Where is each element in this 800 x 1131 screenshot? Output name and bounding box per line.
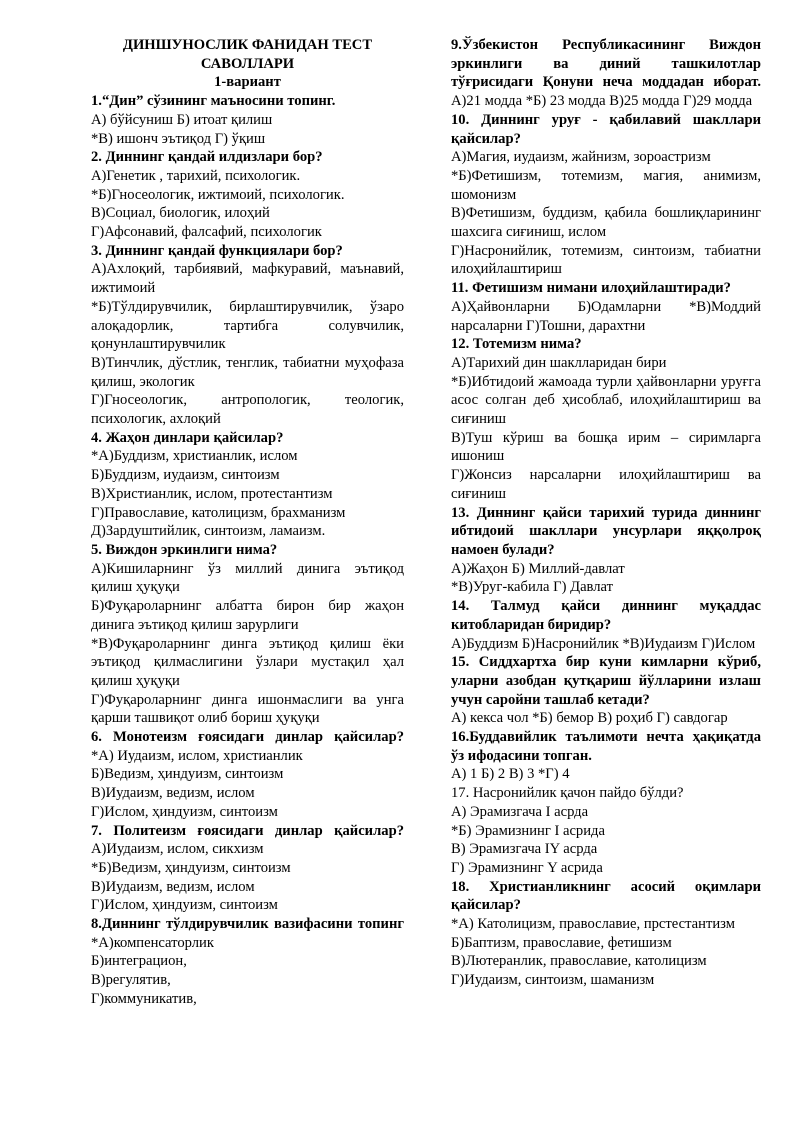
answer-option: Г)Афсонавий, фалсафий, психологик xyxy=(91,224,322,241)
answer-option: А) 1 Б) 2 В) 3 *Г) 4 xyxy=(451,766,570,783)
question-text: 13. Диннинг қайси тарихий турида диннинг ибтидоий шакллари унсурлари яққолроқ намоен булади? xyxy=(451,504,761,558)
question-text: 14. Талмуд қайси диннинг муқаддас китобларидан биридир? xyxy=(451,598,761,633)
answer-option: А)Буддизм Б)Насронийлик *В)Иудаизм Г)Ислом xyxy=(451,635,756,652)
question-text: 2. Диннинг қандай илдизлари бор? xyxy=(91,149,323,166)
answer-option: Г) Эрамизнинг Y асрида xyxy=(451,859,603,876)
left-column xyxy=(91,36,404,1009)
right-column xyxy=(451,36,761,990)
question-block xyxy=(91,242,404,429)
answer-option: Г)Фуқароларнинг динга ишонмаслиги ва унга қарши ташвиқот олиб бориш ҳуқуқи xyxy=(91,691,404,727)
answer-option: *Б)Тўлдирувчилик, бирлаштирувчилик, ўзаро алоқадорлик, тартибга солувчилик, қонунлаштирувчилик xyxy=(91,298,404,353)
question-text: 7. Политеизм ғоясидаги динлар қайсилар? xyxy=(91,822,404,839)
answer-option: Г)Православие, католицизм, брахманизм xyxy=(91,504,346,521)
question-block xyxy=(451,878,761,990)
answer-option: А)Кишиларнинг ўз миллий динига эътиқод қилиш ҳуқуқи xyxy=(91,560,404,596)
answer-option: А)Ахлоқий, тарбиявий, мафкуравий, маънавий, ижтимоий xyxy=(91,261,404,297)
answer-option: В)Иудаизм, ведизм, ислом xyxy=(91,785,255,802)
question-block xyxy=(91,429,404,541)
answer-option: Г)Насронийлик, тотемизм, синтоизм, табиатни илоҳийлаштириш xyxy=(451,242,761,278)
answer-option: Г)Гносеологик, антропологик, теологик, психологик, ахлоқий xyxy=(91,392,404,428)
answer-option: А)Ҳайвонларни Б)Одамларни *В)Моддий нарсаларни Г)Тошни, дарахтни xyxy=(451,298,761,334)
answer-option: В) Эрамизгача IY асрда xyxy=(451,841,598,858)
answer-option: *А)компенсаторлик xyxy=(91,934,214,951)
question-text: 17. Насронийлик қачон пайдо бўлди? xyxy=(451,785,684,802)
answer-option: *А) Иудаизм, ислом, христианлик xyxy=(91,747,303,764)
answer-option: Б)Ведизм, ҳиндуизм, синтоизм xyxy=(91,766,284,783)
question-text xyxy=(451,36,761,111)
question-block xyxy=(451,36,761,111)
question-block xyxy=(451,335,761,503)
question-text: 11. Фетишизм нимани илоҳийлаштиради? xyxy=(451,280,731,297)
answer-option: А)Генетик , тарихий, психологик. xyxy=(91,167,301,184)
question-block xyxy=(451,653,761,728)
question-text: 6. Монотеизм ғоясидаги динлар қайсилар? xyxy=(91,729,404,746)
answer-option: *Б)Ведизм, ҳиндуизм, синтоизм xyxy=(91,859,291,876)
answer-option: Б)Баптизм, православие, фетишизм xyxy=(451,934,672,951)
answer-option: Б)Буддизм, иудаизм, синтоизм xyxy=(91,467,280,484)
question-block xyxy=(451,728,761,784)
question-block xyxy=(451,784,761,878)
answer-option: Б)интеграцион, xyxy=(91,953,187,970)
answer-option: А)Тарихий дин шаклларидан бири xyxy=(451,354,667,371)
answer-option: Д)Зардуштийлик, синтоизм, ламаизм. xyxy=(91,523,326,540)
answer-option: В)Туш кўриш ва бошқа ирим – сиримларга ишониш xyxy=(451,429,761,465)
answer-option: В)Фетишизм, буддизм, қабила бошлиқларининг шахсига сиғиниш, ислом xyxy=(451,205,761,241)
answer-option: В)Иудаизм, ведизм, ислом xyxy=(91,878,255,895)
answer-option: Б)Фуқароларнинг албатта бирон бир жаҳон динига эътиқод қилиш зарурлиги xyxy=(91,598,404,633)
answer-option: А)Иудаизм, ислом, сикхизм xyxy=(91,841,264,858)
answer-option: *А) Католицизм, православие, прстестантизм xyxy=(451,916,735,933)
question-inline-answers: А)21 модда *Б) 23 модда В)25 модда Г)29 модда xyxy=(451,93,753,110)
answer-option: А) кекса чол *Б) бемор В) роҳиб Г) савдогар xyxy=(451,710,728,727)
answer-option: *В) ишонч эътиқод Г) ўқиш xyxy=(91,130,266,147)
title-line-1: ДИНШУНОСЛИК ФАНИДАН ТЕСТ xyxy=(122,37,373,53)
question-block xyxy=(451,597,761,653)
title-line-2: САВОЛЛАРИ xyxy=(200,55,295,72)
answer-option: А)Магия, иудаизм, жайнизм, зороастризм xyxy=(451,149,711,166)
question-text: 10. Диннинг уруғ - қабилавий шакллари қайсилар? xyxy=(451,111,761,147)
question-text: 3. Диннинг қандай функциялари бор? xyxy=(91,242,343,259)
right-question-list xyxy=(451,36,761,990)
answer-option: *Б)Ибтидоий жамоада турли ҳайвонларни уруғга асос солган деб ҳисоблаб, илоҳийлаштириш ва сиғиниш xyxy=(451,373,761,428)
question-text: 1.“Дин” сўзининг маъносини топинг. xyxy=(91,93,336,110)
answer-option: В)регулятив, xyxy=(91,972,171,989)
answer-option: *Б)Фетишизм, тотемизм, магия, анимизм, шомонизм xyxy=(451,167,761,203)
question-block xyxy=(451,111,761,279)
question-block xyxy=(91,915,404,1009)
question-text: 5. Виждон эркинлиги нима? xyxy=(91,541,278,558)
question-lead: 9.Ўзбекистон Республикасининг Виждон эркинлиги ва диний ташкилотлар тўғрисидаги Қонуни неча моддадан иборат. xyxy=(451,37,761,91)
answer-option: Г)Ислом, ҳиндуизм, синтоизм xyxy=(91,803,278,820)
question-block xyxy=(91,541,404,728)
answer-option: Г)Иудаизм, синтоизм, шаманизм xyxy=(451,972,655,989)
question-text: 12. Тотемизм нима? xyxy=(451,336,582,353)
question-text: 4. Жаҳон динлари қайсилар? xyxy=(91,429,284,446)
answer-option: В)Тинчлик, дўстлик, тенглик, табиатни муҳофаза қилиш, экологик xyxy=(91,354,404,390)
answer-option: А) бўйсуниш Б) итоат қилиш xyxy=(91,111,273,128)
answer-option: Г)Жонсиз нарсаларни илоҳийлаштириш ва сиғиниш xyxy=(451,467,761,502)
answer-option: Г)коммуникатив, xyxy=(91,990,197,1007)
question-text: 8.Диннинг тўлдирувчилик вазифасини топинг xyxy=(91,916,404,933)
answer-option: Г)Ислом, ҳиндуизм, синтоизм xyxy=(91,897,278,914)
answer-option: *В)Уруг-кабила Г) Давлат xyxy=(451,579,614,596)
question-text: 18. Христианликнинг асосий оқимлари қайсилар? xyxy=(451,878,761,914)
question-block xyxy=(91,92,404,148)
answer-option: *Б) Эрамизнинг I асрида xyxy=(451,822,605,839)
left-question-list xyxy=(91,92,404,1008)
answer-option: В)Христианлик, ислом, протестантизм xyxy=(91,485,333,502)
answer-option: В)Лютеранлик, православие, католицизм xyxy=(451,953,707,970)
question-block xyxy=(91,148,404,242)
answer-option: В)Социал, биологик, илоҳий xyxy=(91,205,270,222)
answer-option: *Б)Гносеологик, ижтимоий, психологик. xyxy=(91,186,345,203)
answer-option: А)Жаҳон Б) Миллий-давлат xyxy=(451,560,625,577)
question-block xyxy=(91,728,404,822)
answer-option: *В)Фуқароларнинг динга эътиқод қилиш ёки эътиқод қилмаслигини ўзлари мустақил ҳал қилиш ҳуқуқи xyxy=(91,635,404,689)
question-block xyxy=(91,822,404,916)
answer-option: А) Эрамизгача I асрда xyxy=(451,803,589,820)
question-block xyxy=(451,279,761,335)
question-block xyxy=(451,504,761,598)
answer-option: *А)Буддизм, христианлик, ислом xyxy=(91,448,298,465)
variant-label: 1-вариант xyxy=(214,74,281,91)
question-text: 16.Буддавийлик таълимоти нечта ҳақиқатда ўз ифодасини топган. xyxy=(451,729,761,764)
question-text: 15. Сиддхартха бир куни кимларни кўриб, уларни азобдан қутқариш йўлларини излаш учун саройни ташлаб кетади? xyxy=(451,654,761,708)
